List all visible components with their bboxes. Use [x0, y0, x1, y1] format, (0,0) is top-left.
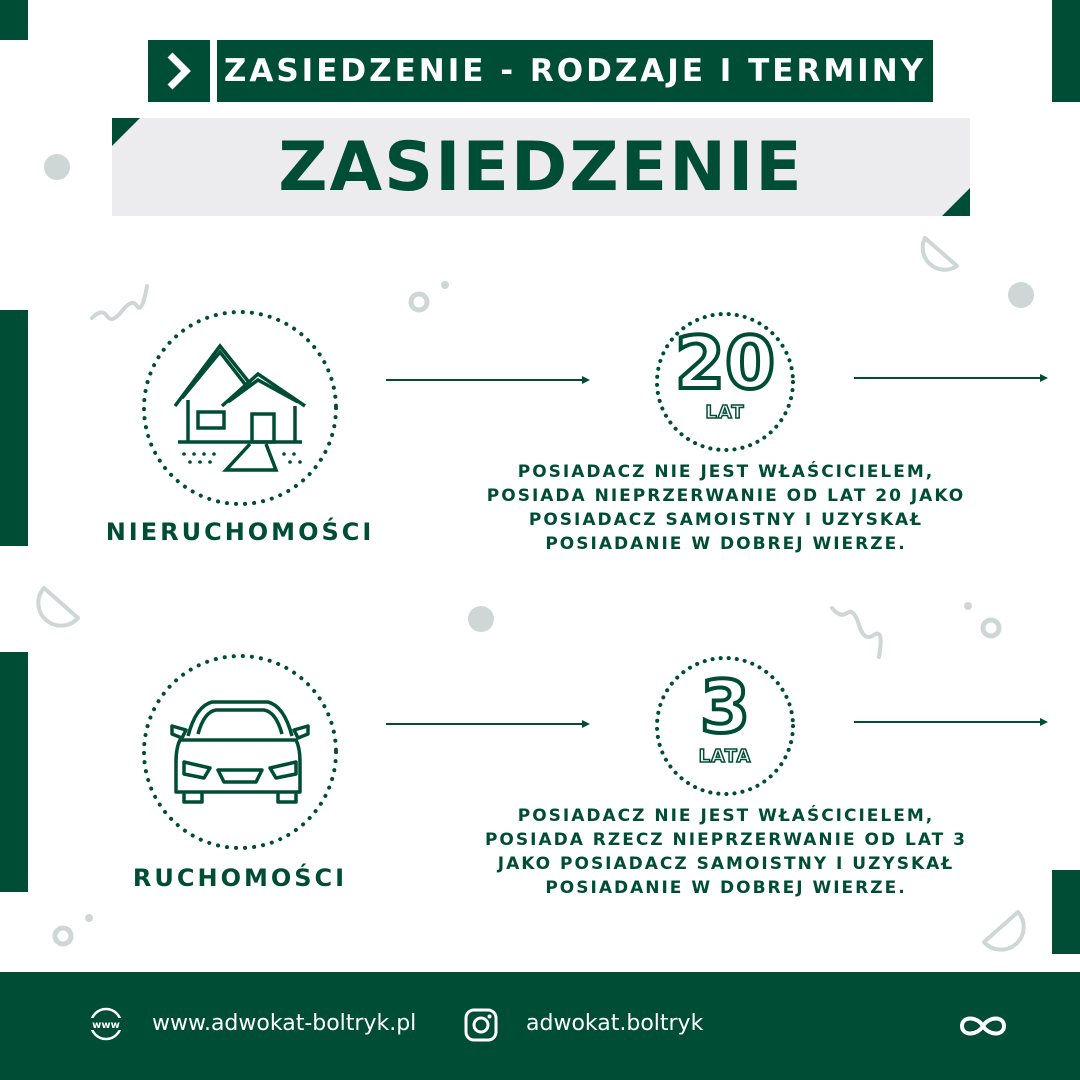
- decor-dot: [85, 914, 93, 922]
- decor-half-circle: [923, 238, 957, 270]
- years-number: 20: [674, 321, 776, 405]
- main-title-box: [112, 118, 970, 216]
- house-icon: [140, 308, 340, 508]
- decor-dot: [1008, 282, 1034, 308]
- header-title: ZASIEDZENIE - RODZAJE I TERMINY: [217, 40, 933, 102]
- decor-ring: [55, 928, 71, 944]
- decor-half-circle: [984, 912, 1024, 950]
- item-label-movables: RUCHOMOŚCI: [132, 864, 348, 892]
- item-description-movables: POSIADACZ NIE JEST WŁAŚCICIELEM, POSIADA RZECZ NIEPRZERWANIE OD LAT 3 JAKO POSIADACZ SAMOISTNY I UZYSKAŁ POSIADANIE W DOBREJ WIERZE.: [484, 806, 968, 898]
- decor-dot: [44, 154, 70, 180]
- decor-squiggle: [92, 286, 147, 319]
- decor-dot: [964, 602, 972, 610]
- decor-ring: [411, 294, 427, 310]
- decor-dot: [441, 281, 449, 289]
- decor-squiggle: [832, 608, 881, 657]
- decor-half-circle: [38, 588, 78, 626]
- arrow-right-icon: [852, 714, 1052, 730]
- years-unit: LATA: [698, 746, 752, 767]
- arrow-right-icon: [852, 370, 1052, 386]
- decor-ring: [983, 620, 999, 636]
- title-corner-bottom-right: [942, 188, 970, 216]
- www-icon-text: www: [92, 1020, 120, 1031]
- footer: [0, 972, 1080, 1080]
- instagram-link[interactable]: adwokat.boltryk: [526, 1011, 704, 1036]
- car-icon: [140, 652, 340, 852]
- title-corner-top-left: [112, 118, 140, 146]
- arrow-right-icon: [384, 716, 594, 732]
- header-chevron-box: [148, 40, 210, 102]
- item-description-real-estate: POSIADACZ NIE JEST WŁAŚCICIELEM, POSIADA NIEPRZERWANIE OD LAT 20 JAKO POSIADACZ SAMOISTNY I UZYSKAŁ POSIADANIE W DOBREJ WIERZE.: [486, 462, 966, 554]
- website-link[interactable]: www.adwokat-boltryk.pl: [152, 1011, 417, 1036]
- arrow-right-icon: [384, 372, 594, 388]
- years-badge-real-estate: [653, 321, 797, 423]
- instagram-icon[interactable]: [464, 1008, 498, 1042]
- years-unit: LAT: [705, 402, 745, 423]
- decor-dot: [468, 606, 494, 632]
- chevron-right-icon: [164, 51, 194, 91]
- infinity-logo-icon: [956, 1012, 1010, 1040]
- years-badge-movables: [653, 665, 797, 767]
- globe-icon: [88, 1006, 124, 1042]
- main-title: ZASIEDZENIE: [278, 127, 804, 207]
- item-label-real-estate: NIERUCHOMOŚCI: [105, 518, 375, 546]
- years-number: 3: [699, 665, 751, 749]
